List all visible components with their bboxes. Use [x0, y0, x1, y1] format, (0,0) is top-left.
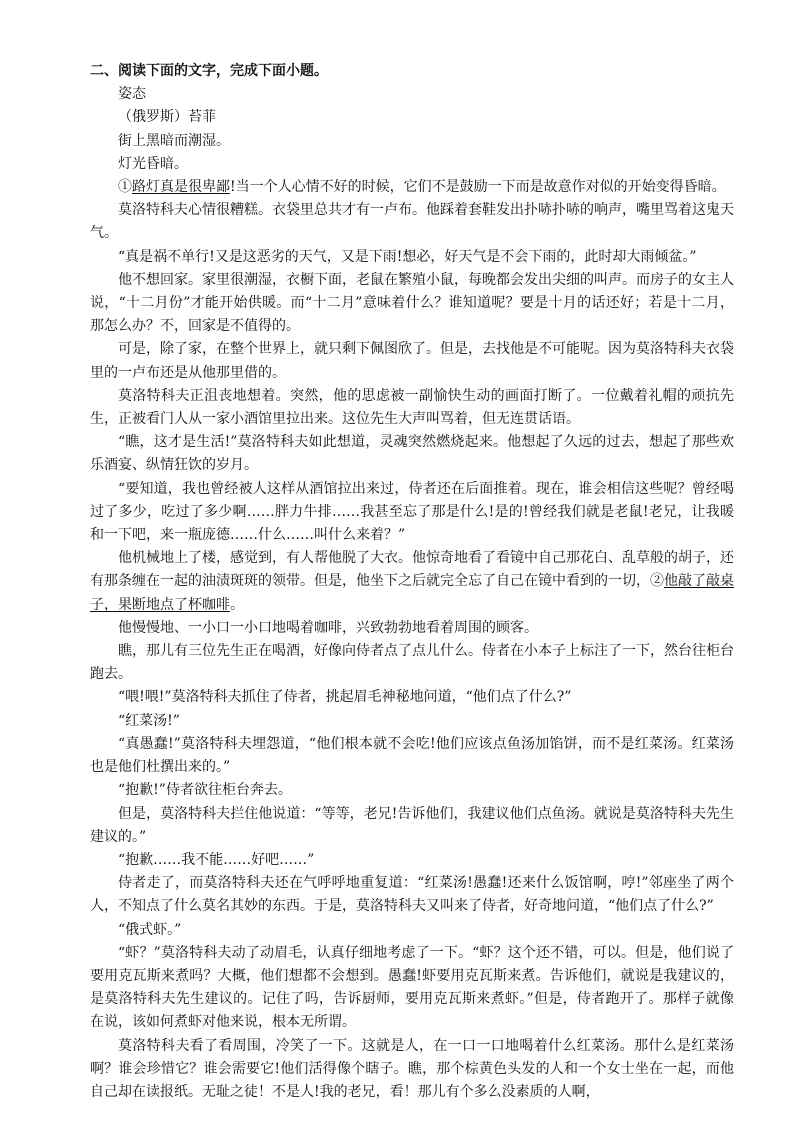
mark-number-1: ① — [118, 179, 132, 196]
underlined-sentence-2: 他敲了敲桌子，果断地点了杯咖啡 — [90, 573, 734, 613]
paragraph: “抱歉……我不能……好吧……” — [118, 851, 315, 868]
paragraph: 莫洛特科夫心情很糟糕。衣袋里总共才有一卢布。他踩着套鞋发出扑哧扑哧的响声，嘴里骂着这鬼天气。 — [90, 202, 734, 242]
paragraph-text: 他机械地上了楼，感觉到，有人帮他脱了大衣。他惊奇地看了看镜中自己那花白、乱草般的胡子，还有那条缠在一起的油渍斑斑的领带。但是，他坐下之后就完全忘了自己在镜中看到的一切， — [90, 550, 734, 590]
paragraph: 但是，莫洛特科夫拦住他说道：“等等，老兄!告诉他们，我建议他们点鱼汤。就说是莫洛特科夫先生建议的。” — [90, 805, 734, 845]
paragraph: “真是祸不单行!又是这恶劣的天气，又是下雨!想必，好天气是不会下雨的，此时却大雨倾盆。” — [118, 248, 697, 265]
paragraph-text: 。 — [230, 596, 244, 613]
paragraph: 街上黑暗而潮湿。 — [118, 132, 230, 149]
story-author: （俄罗斯）苔菲 — [118, 109, 216, 126]
paragraph-marked-2 — [90, 547, 734, 617]
paragraph: 灯光昏暗。 — [118, 155, 188, 172]
paragraph: 他不想回家。家里很潮湿，衣橱下面，老鼠在繁殖小鼠，每晚都会发出尖细的叫声。而房子的女主人说，“十二月份”才能开始供暖。而“十二月”意味着什么？谁知道呢？要是十月的话还好；若是十二月，那怎么办？不，回家是不值得的。 — [90, 271, 734, 335]
paragraph: 他慢慢地、一小口一小口地喝着咖啡，兴致勃勃地看着周围的顾客。 — [118, 619, 538, 636]
mark-number-2: ② — [650, 573, 664, 590]
paragraph-text: !当一个人心情不好的时候，它们不是鼓励一下而是故意作对似的开始变得昏暗。 — [230, 179, 726, 196]
paragraph: 莫洛特科夫正沮丧地想着。突然，他的思虑被一副愉快生动的画面打断了。一位戴着礼帽的顽抗先生，正被看门人从一家小酒馆里拉出来。这位先生大声叫骂着，但无连贯话语。 — [90, 387, 734, 428]
paragraph: 侍者走了，而莫洛特科夫还在气呼呼地重复道：“红菜汤!愚蠢!还来什么饭馆啊，哼!”邻座坐了两个人，不知点了什么莫名其妙的东西。于是，莫洛特科夫又叫来了侍者，好奇地问道，“他们点了什么?” — [90, 875, 734, 915]
paragraph: “真愚蠢!”莫洛特科夫埋怨道，“他们根本就不会吃!他们应该点鱼汤加馅饼，而不是红菜汤。红菜汤也是他们杜撰出来的。” — [90, 735, 734, 776]
paragraph: “虾？”莫洛特科夫动了动眉毛，认真仔细地考虑了一下。“虾？这个还不错，可以。但是，他们说了要用克瓦斯来煮吗？大概，他们想都不会想到。愚蠢!虾要用克瓦斯来煮。告诉他们，就说是我建议的，是莫洛特科夫先生建议的。记住了吗，告诉厨师，要用克瓦斯来煮虾。”但是，侍者跑开了。那样子就像在说，该如何煮虾对他来说，根本无所谓。 — [90, 944, 734, 1031]
paragraph-marked-1 — [90, 176, 734, 199]
paragraph: “红菜汤!” — [118, 712, 180, 729]
paragraph: “要知道，我也曾经被人这样从酒馆拉出来过，侍者还在后面推着。现在，谁会相信这些呢？曾经喝过了多少，吃过了多少啊……胖力牛排……我甚至忘了那是什么!是的!曾经我们就是老鼠!老兄，让我暖和一下吧，来一瓶庞德……什么……叫什么来着？” — [90, 480, 734, 544]
paragraph: 瞧，那儿有三位先生正在喝酒，好像向侍者点了点儿什么。侍者在小本子上标注了一下，然台往柜台跑去。 — [90, 643, 734, 683]
story-title: 姿态 — [118, 86, 146, 103]
paragraph: “俄式虾。” — [118, 921, 182, 938]
paragraph: 可是，除了家，在整个世界上，就只剩下佩图欣了。但是，去找他是不可能呢。因为莫洛特科夫衣袋里的一卢布还是从他那里借的。 — [90, 341, 734, 381]
paragraph: “瞧，这才是生活!”莫洛特科夫如此想道，灵魂突然燃烧起来。他想起了久远的过去，想起了那些欢乐酒宴、纵情狂饮的岁月。 — [90, 434, 734, 474]
question-heading: 二、阅读下面的文字，完成下面小题。 — [90, 63, 328, 79]
paragraph: “抱歉!”侍者欲往柜台奔去。 — [118, 782, 292, 799]
underlined-sentence-1: 路灯真是很卑鄙 — [132, 179, 230, 196]
paragraph: 莫洛特科夫看了看周围，冷笑了一下。这就是人，在一口一口地喝着什么红菜汤。那什么是红菜汤啊？谁会珍惜它？谁会需要它!他们活得像个瞎子。瞧，那个棕黄色头发的人和一个女士坐在一起，而他自己却在读报纸。无耻之徒！不是人!我的老兄，看！那儿有个多么没素质的人啊， — [90, 1037, 734, 1100]
paragraph: “喂!喂!”莫洛特科夫抓住了侍者，挑起眉毛神秘地问道，“他们点了什么?” — [118, 689, 572, 706]
